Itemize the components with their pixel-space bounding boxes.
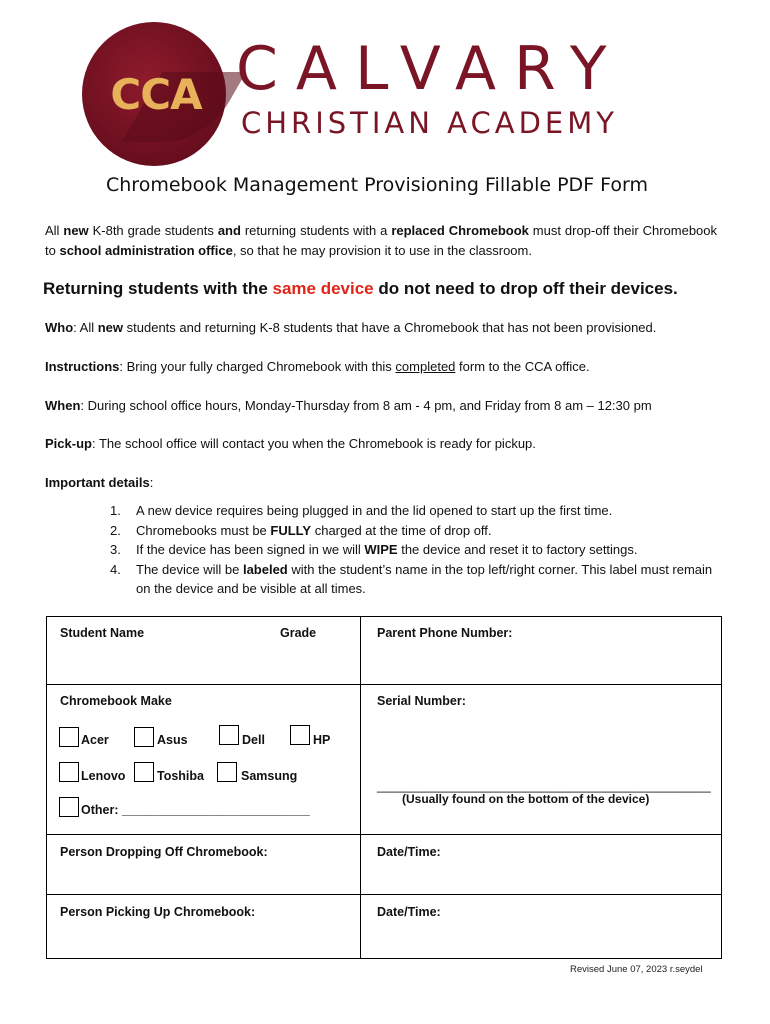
important-details-heading: Important details: (45, 475, 154, 490)
intro-paragraph: All new K-8th grade students and returning students with a replaced Chromebook must drop-off their Chromebook to school administration office, so that he may provision it to use in the classroom. (45, 223, 718, 258)
who-paragraph: Who: All new students and returning K-8 students that have a Chromebook that has not been provisioned. (45, 320, 657, 335)
asus-label: Asus (157, 733, 188, 747)
list-item: 2. Chromebooks must be FULLY charged at the time of drop off. (110, 522, 492, 538)
list-item: 4. The device will be labeled with the student’s name in the top left/right corner. This label must remain on the device and be visible at all times. (110, 561, 713, 596)
pickup-paragraph: Pick-up: The school office will contact you when the Chromebook is ready for pickup. (45, 436, 536, 451)
pick-up-date-time-field[interactable]: Date/Time: (377, 905, 441, 919)
returning-students-notice: Returning students with the same device do not need to drop off their devices. (43, 279, 678, 298)
important-details-list (110, 501, 716, 599)
grade-field[interactable]: Grade (280, 626, 317, 640)
brand-name: CALVARY (236, 34, 625, 104)
asus-checkbox[interactable] (134, 727, 154, 747)
acer-checkbox[interactable] (59, 727, 79, 747)
lenovo-label: Lenovo (81, 769, 126, 783)
dell-checkbox[interactable] (219, 725, 239, 745)
dell-label: Dell (242, 733, 265, 747)
logo-initials: CCA (110, 70, 202, 119)
brand-subtitle: CHRISTIAN ACADEMY (241, 106, 618, 140)
list-item: 3. If the device has been signed in we will WIPE the device and reset it to factory settings. (110, 542, 638, 557)
samsung-label: Samsung (241, 769, 298, 783)
list-item: 1. A new device requires being plugged in and the lid opened to start up the first time. (110, 503, 613, 518)
samsung-checkbox[interactable] (217, 762, 237, 782)
drop-off-date-time-field[interactable]: Date/Time: (377, 845, 441, 859)
revision-note: Revised June 07, 2023 r.seydel (570, 964, 703, 975)
lenovo-checkbox[interactable] (59, 762, 79, 782)
other-checkbox[interactable] (59, 797, 79, 817)
form-title: Chromebook Management Provisioning Fillable PDF Form (106, 174, 649, 196)
student-name-field[interactable]: Student Name (60, 626, 145, 640)
person-dropping-off-field[interactable]: Person Dropping Off Chromebook: (60, 845, 268, 859)
person-picking-up-field[interactable]: Person Picking Up Chromebook: (60, 905, 256, 919)
hp-label: HP (313, 733, 331, 747)
when-paragraph: When: During school office hours, Monday-Thursday from 8 am - 4 pm, and Friday from 8 am – 12:30 pm (45, 398, 652, 413)
acer-label: Acer (81, 733, 109, 747)
hp-checkbox[interactable] (290, 725, 310, 745)
toshiba-checkbox[interactable] (134, 762, 154, 782)
toshiba-label: Toshiba (157, 769, 204, 783)
chromebook-make-label: Chromebook Make (60, 694, 172, 708)
other-field[interactable]: Other: ___________________________ (81, 803, 310, 817)
parent-phone-field[interactable]: Parent Phone Number: (377, 626, 513, 640)
form-table (46, 616, 722, 959)
serial-number-line[interactable]: ________________________________________________ (377, 779, 711, 793)
serial-number-label: Serial Number: (377, 694, 466, 708)
serial-hint: (Usually found on the bottom of the device) (402, 792, 650, 806)
instructions-paragraph: Instructions: Bring your fully charged Chromebook with this completed form to the CCA office. (45, 359, 590, 374)
